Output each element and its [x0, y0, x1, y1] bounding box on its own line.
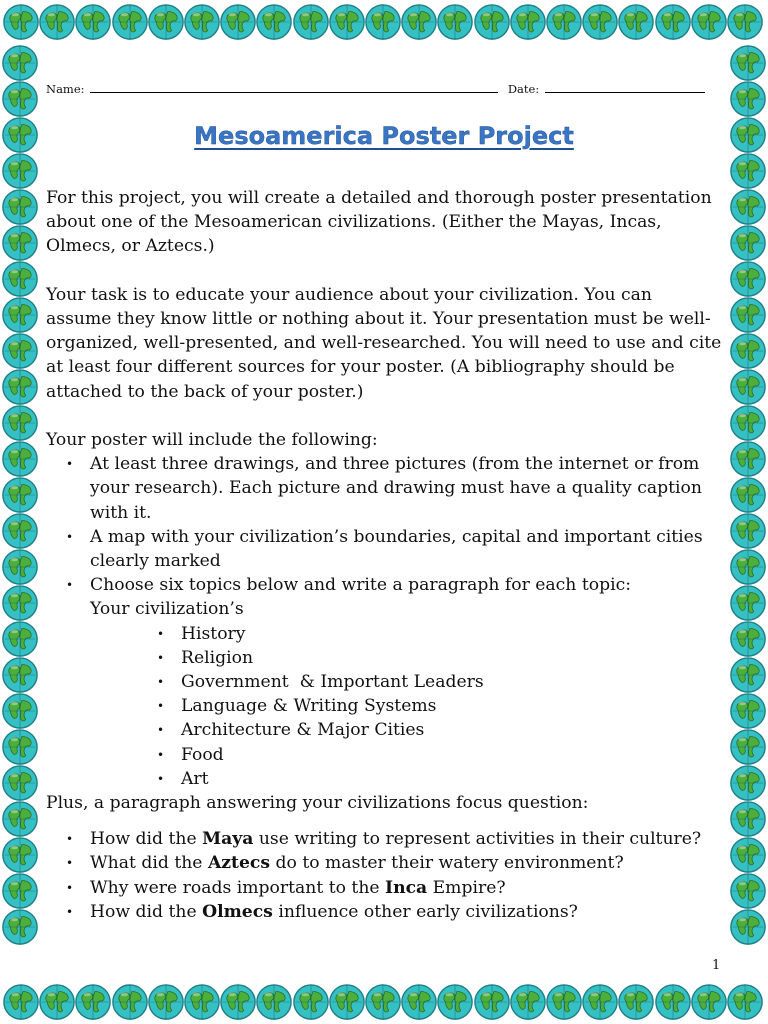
globe-icon — [183, 983, 221, 1021]
globe-icon — [690, 3, 728, 41]
focus-question: • How did the Olmecs influence other early civilizations? — [46, 900, 722, 924]
globe-icon — [1, 296, 39, 334]
globe-icon — [2, 983, 40, 1021]
date-label: Date: — [507, 82, 540, 96]
globe-icon — [729, 116, 767, 154]
globe-border-top — [0, 0, 768, 44]
name-date-line — [46, 82, 722, 96]
globe-icon — [729, 908, 767, 946]
globe-icon — [219, 3, 257, 41]
globe-icon — [1, 332, 39, 370]
globe-icon — [1, 260, 39, 298]
topics-intro: Your civilization’s — [90, 599, 244, 620]
include-heading: Your poster will include the following: — [46, 430, 378, 450]
globe-icon — [617, 3, 655, 41]
globe-icon — [38, 983, 76, 1021]
globe-icon — [729, 368, 767, 406]
focus-question: • What did the Aztecs do to master their watery environment? — [46, 851, 722, 875]
include-list — [46, 452, 722, 597]
list-item-text: Choose six topics below and write a paragraph for each topic: — [90, 575, 632, 596]
globe-icon — [292, 3, 330, 41]
globe-icon — [255, 3, 293, 41]
topics-list — [46, 622, 722, 791]
globe-icon — [1, 476, 39, 514]
globe-icon — [729, 188, 767, 226]
globe-icon — [38, 3, 76, 41]
globe-icon — [328, 3, 366, 41]
topic-item: • Language & Writing Systems — [46, 694, 722, 718]
topic-item: • Architecture & Major Cities — [46, 718, 722, 742]
globe-icon — [729, 692, 767, 730]
globe-icon — [1, 404, 39, 442]
list-item — [46, 573, 722, 597]
globe-icon — [729, 404, 767, 442]
globe-icon — [436, 983, 474, 1021]
globe-icon — [400, 3, 438, 41]
globe-icon — [581, 983, 619, 1021]
globe-icon — [729, 224, 767, 262]
page-title: Mesoamerica Poster Project — [194, 122, 574, 150]
globe-icon — [1, 836, 39, 874]
document-body — [46, 186, 722, 924]
globe-border-right — [728, 44, 768, 980]
civilization-name: Olmecs — [202, 901, 273, 922]
globe-icon — [690, 983, 728, 1021]
globe-icon — [183, 3, 221, 41]
globe-icon — [255, 983, 293, 1021]
globe-icon — [2, 3, 40, 41]
list-item: • A map with your civilization’s boundaries, capital and important cities clearly marked — [46, 525, 722, 573]
globe-icon — [729, 512, 767, 550]
list-item: • At least three drawings, and three pictures (from the internet or from your research). Each picture and drawing must have a quality caption with it. — [46, 452, 722, 525]
globe-icon — [147, 983, 185, 1021]
globe-icon — [1, 548, 39, 586]
globe-icon — [1, 872, 39, 910]
topic-item: • Food — [46, 743, 722, 767]
globe-icon — [729, 296, 767, 334]
globe-icon — [1, 116, 39, 154]
globe-icon — [1, 728, 39, 766]
topic-item: • History — [46, 622, 722, 646]
globe-icon — [729, 584, 767, 622]
globe-icon — [1, 512, 39, 550]
globe-icon — [364, 983, 402, 1021]
globe-icon — [729, 764, 767, 802]
globe-icon — [1, 656, 39, 694]
globe-icon — [729, 620, 767, 658]
globe-icon — [1, 80, 39, 118]
globe-icon — [581, 3, 619, 41]
globe-icon — [726, 3, 764, 41]
globe-icon — [726, 983, 764, 1021]
globe-icon — [292, 983, 330, 1021]
globe-icon — [219, 983, 257, 1021]
globe-icon — [1, 440, 39, 478]
globe-icon — [654, 3, 692, 41]
globe-icon — [729, 836, 767, 874]
globe-icon — [729, 260, 767, 298]
globe-icon — [111, 3, 149, 41]
globe-icon — [1, 152, 39, 190]
globe-border-bottom — [0, 980, 768, 1024]
globe-icon — [729, 548, 767, 586]
name-field[interactable] — [90, 82, 498, 93]
name-label: Name: — [46, 82, 85, 96]
globe-icon — [654, 983, 692, 1021]
globe-icon — [509, 3, 547, 41]
globe-icon — [729, 728, 767, 766]
civilization-name: Maya — [202, 829, 254, 850]
civilization-name: Inca — [385, 877, 428, 898]
date-field[interactable] — [545, 82, 705, 93]
globe-icon — [111, 983, 149, 1021]
globe-icon — [729, 44, 767, 82]
globe-icon — [729, 152, 767, 190]
globe-icon — [509, 983, 547, 1021]
globe-icon — [1, 188, 39, 226]
globe-icon — [473, 983, 511, 1021]
globe-icon — [328, 983, 366, 1021]
globe-icon — [1, 800, 39, 838]
topic-item: • Government & Important Leaders — [46, 670, 722, 694]
globe-icon — [436, 3, 474, 41]
focus-question: • Why were roads important to the Inca Empire? — [46, 876, 722, 900]
globe-icon — [729, 656, 767, 694]
topic-item: • Art — [46, 767, 722, 791]
topic-item: • Religion — [46, 646, 722, 670]
globe-icon — [74, 983, 112, 1021]
globe-icon — [729, 332, 767, 370]
globe-icon — [1, 620, 39, 658]
globe-icon — [1, 908, 39, 946]
globe-icon — [1, 584, 39, 622]
globe-icon — [74, 3, 112, 41]
globe-icon — [1, 368, 39, 406]
globe-icon — [729, 476, 767, 514]
globe-icon — [147, 3, 185, 41]
focus-heading: Plus, a paragraph answering your civilizations focus question: — [46, 793, 589, 814]
globe-icon — [473, 3, 511, 41]
globe-border-left — [0, 44, 40, 980]
globe-icon — [1, 44, 39, 82]
globe-icon — [729, 80, 767, 118]
globe-icon — [545, 983, 583, 1021]
globe-icon — [1, 692, 39, 730]
focus-question-list — [46, 827, 722, 924]
globe-icon — [400, 983, 438, 1021]
globe-icon — [729, 872, 767, 910]
globe-icon — [729, 800, 767, 838]
intro-paragraph: For this project, you will create a detailed and thorough poster presentation about one of the Mesoamerican civilizations. (Either the Mayas, Incas, Olmecs, or Aztecs.) — [46, 188, 712, 257]
globe-icon — [545, 3, 583, 41]
globe-icon — [729, 440, 767, 478]
globe-icon — [1, 764, 39, 802]
task-paragraph: Your task is to educate your audience about your civilization. You can assume they know little or nothing about it. Your presentation must be well-organized, well-presented, and well-researched. You will need to use and cite at least four different sources for your poster. (A bibliography should be attached to the back of your poster.) — [46, 284, 722, 402]
globe-icon — [364, 3, 402, 41]
globe-icon — [1, 224, 39, 262]
page-number: 1 — [712, 958, 721, 973]
globe-icon — [617, 983, 655, 1021]
civilization-name: Aztecs — [207, 853, 271, 874]
focus-question: • How did the Maya use writing to represent activities in their culture? — [46, 827, 722, 851]
